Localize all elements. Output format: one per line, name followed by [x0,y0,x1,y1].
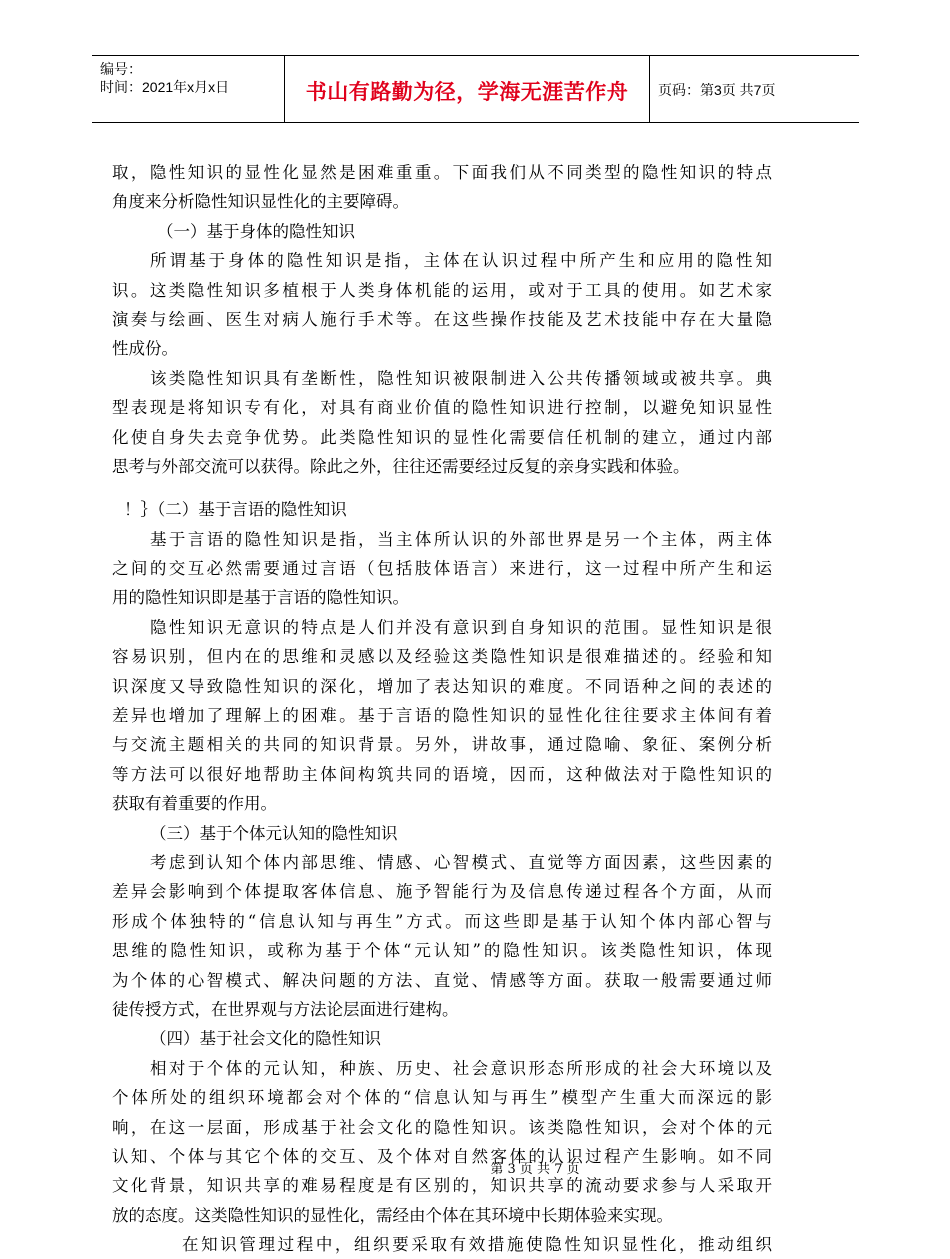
header-divider [649,56,650,122]
text-line: 响，在这一层面，形成基于社会文化的隐性知识。该类隐性知识，会对个体的元 [112,1117,772,1137]
text-line: 思维的隐性知识，或称为基于个体“元认知”的隐性知识。该类隐性知识，体现 [112,941,772,961]
doc-number-label: 编号： [100,61,142,77]
text-line: 认知、个体与其它个体的交互、及个体对自然客体的认识过程产生影响。如不同 [112,1146,772,1166]
paragraph [112,246,772,364]
text-line: 性成份。 [112,339,178,359]
paragraph [112,525,772,613]
text-line: 容易识别，但内在的思维和灵感以及经验这类隐性知识是很难描述的。经验和知 [112,647,772,667]
text-line: 之间的交互必然需要通过言语（包括肢体语言）来进行，这一过程中所产生和运 [112,559,772,579]
text-line: 形成个体独特的“信息认知与再生”方式。而这些即是基于认知个体内部心智与 [112,911,772,931]
text-line: 思考与外部交流可以获得。除此之外，往往还需要经过反复的亲身实践和体验。 [112,456,690,476]
text-line: 差异会影响到个体提取客体信息、施予智能行为及信息传递过程各个方面，从而 [112,882,772,902]
text-line: 用的隐性知识即是基于言语的隐性知识。 [112,588,409,608]
text-line: 型表现是将知识专有化，对具有商业价值的隐性知识进行控制，以避免知识显性 [112,398,772,418]
header-page-info: 页码：第3页 共7页 [658,82,776,98]
section-heading: ！｝（二）基于言语的隐性知识 [124,500,347,520]
text-line: 差异也增加了理解上的困难。基于言语的隐性知识的显性化往往要求主体间有着 [112,706,772,726]
text-line: 考虑到认知个体内部思维、情感、心智模式、直觉等方面因素，这些因素的 [150,852,772,872]
text-line: 角度来分析隐性知识显性化的主要障碍。 [112,192,409,212]
text-line: 与交流主题相关的共同的知识背景。另外，讲故事，通过隐喻、象征、案例分析 [112,735,772,755]
text-line: 隐性知识无意识的特点是人们并没有意识到自身知识的范围。显性知识是很 [150,617,772,637]
section-heading: （三）基于个体元认知的隐性知识 [150,823,398,843]
page-footer: 第 3 页 共 7 页 [490,1162,580,1177]
section-heading: （四）基于社会文化的隐性知识 [150,1029,381,1049]
text-line: 该类隐性知识具有垄断性，隐性知识被限制进入公共传播领域或被共享。典 [150,368,772,388]
section-heading: （一）基于身体的隐性知识 [157,221,355,241]
text-line: 演奏与绘画、医生对病人施行手术等。在这些操作技能及艺术技能中存在大量隐 [112,309,772,329]
page-header [92,55,859,123]
text-line: 化使自身失去竞争优势。此类隐性知识的显性化需要信任机制的建立，通过内部 [112,427,772,447]
text-line: 识深度又导致隐性知识的深化，增加了表达知识的难度。不同语种之间的表述的 [112,676,772,696]
paragraph [112,158,772,217]
spacer [112,481,772,495]
paragraph [112,613,772,819]
text-line: 相对于个体的元认知，种族、历史、社会意识形态所形成的社会大环境以及 [150,1058,772,1078]
text-line: 徒传授方式，在世界观与方法论层面进行建构。 [112,999,459,1019]
text-line: 获取有着重要的作用。 [112,794,277,814]
text-line: 识。这类隐性知识多植根于人类身体机能的运用，或对于工具的使用。如艺术家 [112,280,772,300]
date-line: 时间：2021年x月x日 [100,79,230,95]
document-body [112,158,772,1259]
text-line: 等方法可以很好地帮助主体间构筑共同的语境，因而，这种做法对于隐性知识的 [112,764,772,784]
text-line: 所谓基于身体的隐性知识是指，主体在认识过程中所产生和应用的隐性知 [150,251,772,271]
paragraph [112,1230,772,1259]
paragraph [112,848,772,1024]
text-line: 为个体的心智模式、解决问题的方法、直觉、情感等方面。获取一般需要通过师 [112,970,772,990]
paragraph [112,1054,772,1230]
text-line: 个体所处的组织环境都会对个体的“信息认知与再生”模型产生重大而深远的影 [112,1088,772,1108]
text-line: 文化背景，知识共享的难易程度是有区别的，知识共享的流动要求参与人采取开 [112,1176,772,1196]
header-meta [100,60,229,96]
text-line: 放的态度。这类隐性知识的显性化，需经由个体在其环境中长期体验来实现。 [112,1205,673,1225]
paragraph [112,364,772,482]
text-line: 在知识管理过程中，组织要采取有效措施使隐性知识显性化，推动组织 [182,1235,772,1255]
text-line: 取，隐性知识的显性化显然是困难重重。下面我们从不同类型的隐性知识的特点 [112,163,772,182]
text-line: 基于言语的隐性知识是指，当主体所认识的外部世界是另一个主体，两主体 [150,529,772,549]
header-motto: 书山有路勤为径，学海无涯苦作舟 [305,80,629,104]
